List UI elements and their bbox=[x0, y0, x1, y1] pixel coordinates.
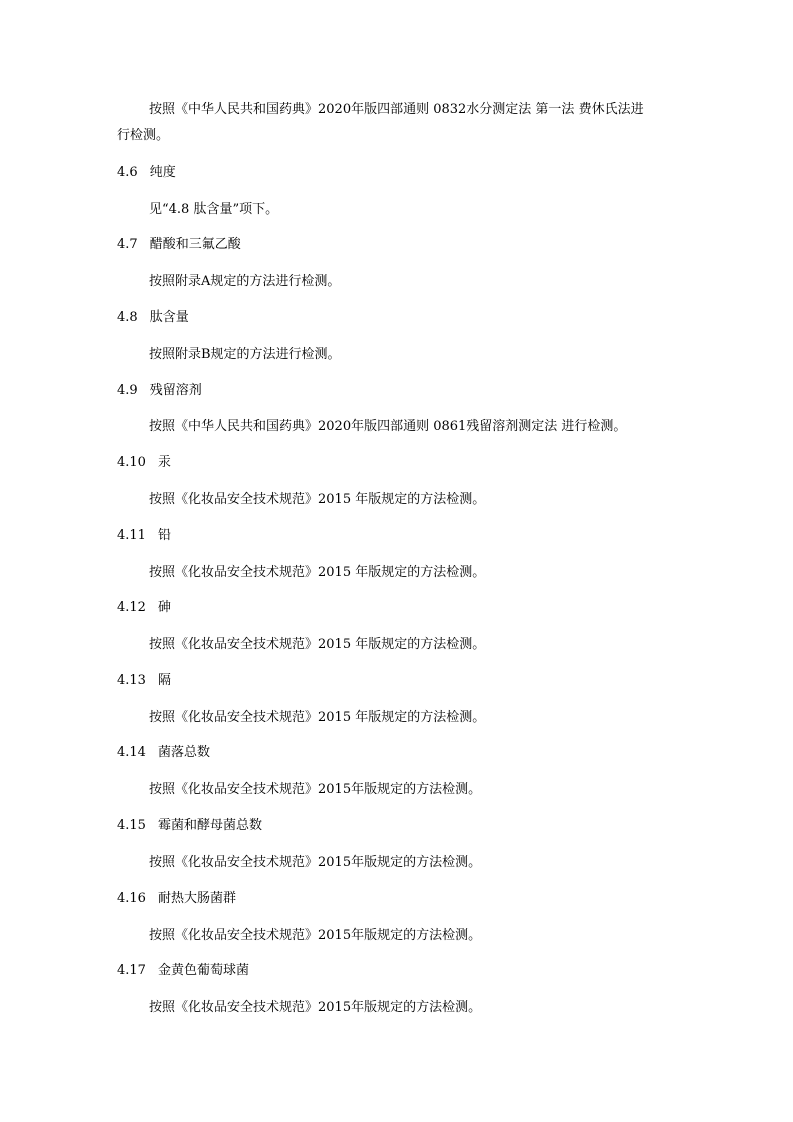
section-number: 4.6 bbox=[117, 165, 138, 180]
section-body: 按照附录A规定的方法进行检测。 bbox=[149, 274, 341, 289]
section-heading bbox=[117, 455, 171, 471]
section-body: 按照《化妆品安全技术规范》2015 年版规定的方法检测。 bbox=[149, 637, 486, 652]
section-heading bbox=[117, 963, 249, 979]
section-body: 按照《化妆品安全技术规范》2015年版规定的方法检测。 bbox=[149, 928, 482, 943]
section-number: 4.14 bbox=[117, 745, 146, 760]
section-title: 金黄色葡萄球菌 bbox=[157, 963, 249, 978]
section-body: 按照《化妆品安全技术规范》2015年版规定的方法检测。 bbox=[149, 782, 482, 797]
section-title: 砷 bbox=[157, 600, 171, 615]
section-body: 按照《化妆品安全技术规范》2015年版规定的方法检测。 bbox=[149, 1000, 482, 1015]
section-title: 醋酸和三氟乙酸 bbox=[149, 237, 241, 252]
section-body: 按照《化妆品安全技术规范》2015 年版规定的方法检测。 bbox=[149, 565, 486, 580]
section-body: 按照《化妆品安全技术规范》2015年版规定的方法检测。 bbox=[149, 855, 482, 870]
section-number: 4.17 bbox=[117, 963, 146, 978]
section-number: 4.16 bbox=[117, 891, 146, 906]
section-number: 4.10 bbox=[117, 455, 146, 470]
section-title: 隔 bbox=[157, 673, 171, 688]
section-number: 4.8 bbox=[117, 310, 138, 325]
section-heading bbox=[117, 383, 202, 399]
section-title: 菌落总数 bbox=[157, 745, 210, 760]
section-number: 4.12 bbox=[117, 600, 146, 615]
section-number: 4.9 bbox=[117, 383, 138, 398]
section-heading bbox=[117, 745, 210, 761]
intro-paragraph-line-1: 按照《中华人民共和国药典》2020年版四部通则 0832水分测定法 第一法 费休氏法进 bbox=[149, 102, 644, 117]
section-title: 纯度 bbox=[149, 165, 176, 180]
section-heading bbox=[117, 528, 171, 544]
section-heading bbox=[117, 165, 176, 181]
section-body: 按照《中华人民共和国药典》2020年版四部通则 0861残留溶剂测定法 进行检测。 bbox=[149, 419, 627, 434]
section-heading bbox=[117, 600, 171, 616]
section-body: 见“4.8 肽含量”项下。 bbox=[149, 202, 279, 217]
section-title: 铅 bbox=[157, 528, 171, 543]
section-title: 耐热大肠菌群 bbox=[157, 891, 236, 906]
section-body: 按照《化妆品安全技术规范》2015 年版规定的方法检测。 bbox=[149, 710, 486, 725]
section-heading bbox=[117, 237, 241, 253]
section-heading bbox=[117, 818, 262, 834]
section-heading bbox=[117, 310, 189, 326]
section-title: 肽含量 bbox=[149, 310, 189, 325]
section-body: 按照《化妆品安全技术规范》2015 年版规定的方法检测。 bbox=[149, 492, 486, 507]
section-body: 按照附录B规定的方法进行检测。 bbox=[149, 347, 341, 362]
intro-paragraph-line-2: 行检测。 bbox=[117, 128, 170, 143]
section-heading bbox=[117, 673, 171, 689]
section-title: 残留溶剂 bbox=[149, 383, 202, 398]
section-number: 4.11 bbox=[117, 528, 146, 543]
section-heading bbox=[117, 891, 236, 907]
section-number: 4.15 bbox=[117, 818, 146, 833]
section-number: 4.7 bbox=[117, 237, 138, 252]
section-title: 汞 bbox=[157, 455, 171, 470]
section-number: 4.13 bbox=[117, 673, 146, 688]
section-title: 霉菌和酵母菌总数 bbox=[157, 818, 262, 833]
